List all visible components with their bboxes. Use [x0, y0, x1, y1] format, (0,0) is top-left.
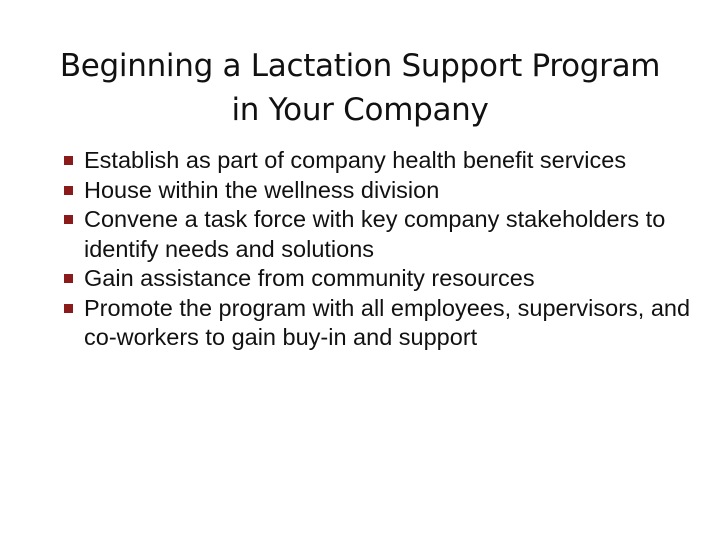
slide-title	[30, 44, 690, 132]
bullet-text: Promote the program with all employees, supervisors, and co-workers to gain buy-in and support	[84, 294, 691, 350]
square-bullet-icon	[64, 304, 73, 313]
square-bullet-icon	[64, 215, 73, 224]
bullet-text: Gain assistance from community resources	[84, 265, 535, 291]
slide-title-line-1: Beginning a Lactation Support Program	[59, 48, 661, 84]
bullet-list	[64, 146, 704, 353]
square-bullet-icon	[64, 186, 73, 195]
bullet-text: Convene a task force with key company stakeholders to identify needs and solutions	[84, 206, 666, 262]
bullet-item	[64, 176, 704, 206]
bullet-item	[64, 146, 704, 176]
slide-title-line-2: in Your Company	[231, 92, 489, 128]
bullet-item	[64, 294, 704, 353]
square-bullet-icon	[64, 156, 73, 165]
bullet-text: Establish as part of company health benefit services	[84, 147, 627, 173]
bullet-item	[64, 205, 704, 264]
bullet-item	[64, 264, 704, 294]
bullet-text: House within the wellness division	[84, 176, 440, 203]
square-bullet-icon	[64, 274, 73, 283]
